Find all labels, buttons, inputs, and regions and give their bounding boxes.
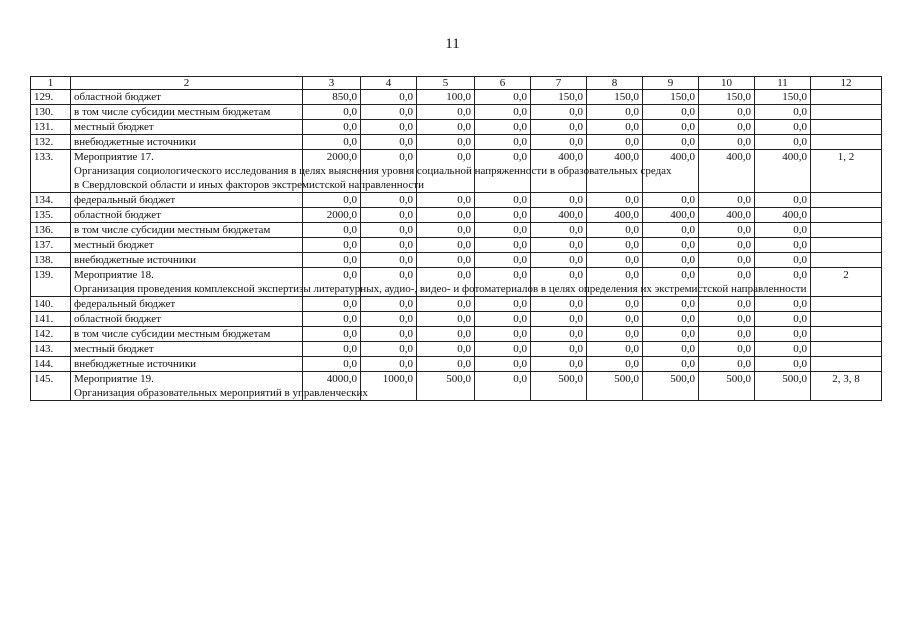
value-cell: 0,0: [643, 238, 699, 253]
value-cell: 0,0: [417, 253, 475, 268]
value-cell: 0,0: [755, 268, 811, 297]
table-row: [31, 342, 882, 357]
reference-cell: [811, 238, 882, 253]
value-cell: 0,0: [587, 268, 643, 297]
value-cell: 0,0: [417, 312, 475, 327]
row-number-cell: 144.: [31, 357, 71, 372]
value-cell: 0,0: [361, 238, 417, 253]
value-cell: 0,0: [303, 342, 361, 357]
row-name-cell: внебюджетные источники: [71, 357, 303, 372]
table-row: [31, 150, 882, 193]
value-cell: 500,0: [755, 372, 811, 401]
value-cell: 0,0: [417, 193, 475, 208]
value-cell: 0,0: [361, 105, 417, 120]
value-cell: 0,0: [475, 342, 531, 357]
row-name-cell: внебюджетные источники: [71, 135, 303, 150]
value-cell: 150,0: [587, 90, 643, 105]
value-cell: 2000,0: [303, 150, 361, 193]
value-cell: 0,0: [587, 312, 643, 327]
value-cell: 0,0: [699, 342, 755, 357]
value-cell: 0,0: [531, 105, 587, 120]
value-cell: 0,0: [699, 223, 755, 238]
value-cell: 0,0: [587, 297, 643, 312]
header-cell: 5: [417, 77, 475, 90]
row-name-cell: областной бюджет: [71, 208, 303, 223]
row-number-cell: 139.: [31, 268, 71, 297]
value-cell: 0,0: [475, 105, 531, 120]
value-cell: 0,0: [587, 253, 643, 268]
value-cell: 400,0: [531, 208, 587, 223]
value-cell: 0,0: [475, 135, 531, 150]
value-cell: 0,0: [643, 342, 699, 357]
value-cell: 0,0: [699, 327, 755, 342]
value-cell: 0,0: [531, 238, 587, 253]
row-name-cell: в том числе субсидии местным бюджетам: [71, 327, 303, 342]
value-cell: 0,0: [531, 357, 587, 372]
value-cell: 0,0: [531, 120, 587, 135]
value-cell: 0,0: [475, 372, 531, 401]
value-cell: 0,0: [303, 238, 361, 253]
value-cell: 0,0: [475, 297, 531, 312]
value-cell: 500,0: [531, 372, 587, 401]
value-cell: 4000,0: [303, 372, 361, 401]
value-cell: 0,0: [361, 253, 417, 268]
row-number-cell: 130.: [31, 105, 71, 120]
value-cell: 0,0: [755, 327, 811, 342]
value-cell: 0,0: [755, 120, 811, 135]
value-cell: 400,0: [587, 208, 643, 223]
value-cell: 0,0: [417, 105, 475, 120]
budget-table: [30, 76, 882, 401]
value-cell: 0,0: [755, 357, 811, 372]
header-cell: 3: [303, 77, 361, 90]
header-cell: 8: [587, 77, 643, 90]
value-cell: 0,0: [475, 150, 531, 193]
row-number-cell: 140.: [31, 297, 71, 312]
value-cell: 150,0: [755, 90, 811, 105]
reference-cell: [811, 327, 882, 342]
value-cell: 0,0: [475, 223, 531, 238]
row-name-cell: федеральный бюджет: [71, 297, 303, 312]
value-cell: 0,0: [755, 238, 811, 253]
value-cell: 0,0: [755, 105, 811, 120]
value-cell: 0,0: [587, 193, 643, 208]
reference-cell: 2: [811, 268, 882, 297]
value-cell: 0,0: [755, 223, 811, 238]
value-cell: 500,0: [699, 372, 755, 401]
reference-cell: [811, 90, 882, 105]
table-row: [31, 327, 882, 342]
row-number-cell: 132.: [31, 135, 71, 150]
row-number-cell: 137.: [31, 238, 71, 253]
header-cell: 10: [699, 77, 755, 90]
value-cell: 0,0: [699, 357, 755, 372]
value-cell: 0,0: [361, 208, 417, 223]
value-cell: 400,0: [699, 208, 755, 223]
value-cell: 0,0: [417, 268, 475, 297]
reference-cell: 2, 3, 8: [811, 372, 882, 401]
value-cell: 0,0: [361, 297, 417, 312]
value-cell: 0,0: [587, 223, 643, 238]
table-row: [31, 105, 882, 120]
value-cell: 0,0: [303, 357, 361, 372]
value-cell: 0,0: [643, 357, 699, 372]
row-name-cell: Мероприятие 19. Организация образовательных мероприятий в управленческих: [71, 372, 303, 401]
header-cell: 6: [475, 77, 531, 90]
row-number-cell: 131.: [31, 120, 71, 135]
value-cell: 0,0: [361, 223, 417, 238]
row-name-cell: внебюджетные источники: [71, 253, 303, 268]
reference-cell: [811, 120, 882, 135]
value-cell: 0,0: [475, 193, 531, 208]
value-cell: 400,0: [643, 150, 699, 193]
value-cell: 0,0: [475, 120, 531, 135]
value-cell: 0,0: [643, 268, 699, 297]
value-cell: 0,0: [643, 135, 699, 150]
row-number-cell: 141.: [31, 312, 71, 327]
value-cell: 0,0: [755, 297, 811, 312]
value-cell: 0,0: [361, 120, 417, 135]
value-cell: 0,0: [361, 357, 417, 372]
table-row: [31, 193, 882, 208]
row-name-cell: в том числе субсидии местным бюджетам: [71, 105, 303, 120]
value-cell: 0,0: [303, 120, 361, 135]
value-cell: 0,0: [361, 135, 417, 150]
value-cell: 0,0: [699, 268, 755, 297]
value-cell: 0,0: [417, 135, 475, 150]
header-cell: 7: [531, 77, 587, 90]
value-cell: 0,0: [531, 297, 587, 312]
value-cell: 100,0: [417, 90, 475, 105]
table-row: [31, 268, 882, 297]
value-cell: 0,0: [417, 208, 475, 223]
value-cell: 0,0: [475, 327, 531, 342]
value-cell: 0,0: [303, 223, 361, 238]
header-cell: 2: [71, 77, 303, 90]
table-row: [31, 253, 882, 268]
value-cell: 2000,0: [303, 208, 361, 223]
value-cell: 0,0: [475, 238, 531, 253]
value-cell: 0,0: [303, 135, 361, 150]
table-row: [31, 297, 882, 312]
reference-cell: [811, 357, 882, 372]
header-cell: 12: [811, 77, 882, 90]
value-cell: 0,0: [699, 135, 755, 150]
page-number: 11: [445, 36, 460, 52]
value-cell: 0,0: [755, 312, 811, 327]
value-cell: 0,0: [643, 120, 699, 135]
value-cell: 0,0: [531, 342, 587, 357]
header-cell: 4: [361, 77, 417, 90]
value-cell: 0,0: [531, 268, 587, 297]
value-cell: 0,0: [361, 268, 417, 297]
value-cell: 500,0: [417, 372, 475, 401]
header-row: [31, 77, 882, 90]
reference-cell: [811, 297, 882, 312]
value-cell: 0,0: [475, 253, 531, 268]
row-number-cell: 136.: [31, 223, 71, 238]
value-cell: 0,0: [417, 120, 475, 135]
value-cell: 0,0: [531, 223, 587, 238]
value-cell: 0,0: [475, 90, 531, 105]
row-name-cell: местный бюджет: [71, 238, 303, 253]
value-cell: 0,0: [643, 297, 699, 312]
header-cell: 9: [643, 77, 699, 90]
value-cell: 0,0: [361, 150, 417, 193]
value-cell: 400,0: [643, 208, 699, 223]
value-cell: 0,0: [587, 135, 643, 150]
table-row: [31, 238, 882, 253]
row-name-cell: Мероприятие 18. Организация проведения комплексной экспертизы литературных, аудио-, видео- и фотоматериалов в целях определения их экстремистской направленности: [71, 268, 303, 297]
value-cell: 400,0: [531, 150, 587, 193]
value-cell: 0,0: [531, 253, 587, 268]
value-cell: 0,0: [417, 238, 475, 253]
value-cell: 0,0: [303, 268, 361, 297]
value-cell: 400,0: [699, 150, 755, 193]
value-cell: 850,0: [303, 90, 361, 105]
value-cell: 0,0: [699, 253, 755, 268]
value-cell: 0,0: [303, 312, 361, 327]
value-cell: 0,0: [755, 135, 811, 150]
table-row: [31, 312, 882, 327]
value-cell: 0,0: [303, 253, 361, 268]
value-cell: 0,0: [361, 312, 417, 327]
row-name-cell: Мероприятие 17. Организация социологического исследования в целях выяснения уровня социальной напряженности в образовательных средах в Свердловской области и иных факторов экстремистской направленности: [71, 150, 303, 193]
reference-cell: [811, 312, 882, 327]
value-cell: 0,0: [699, 297, 755, 312]
row-name-cell: областной бюджет: [71, 90, 303, 105]
value-cell: 150,0: [699, 90, 755, 105]
value-cell: 0,0: [361, 90, 417, 105]
value-cell: 150,0: [531, 90, 587, 105]
value-cell: 0,0: [531, 135, 587, 150]
reference-cell: [811, 193, 882, 208]
value-cell: 0,0: [475, 357, 531, 372]
value-cell: 0,0: [475, 268, 531, 297]
value-cell: 0,0: [531, 312, 587, 327]
value-cell: 0,0: [587, 342, 643, 357]
value-cell: 0,0: [417, 342, 475, 357]
reference-cell: 1, 2: [811, 150, 882, 193]
value-cell: 0,0: [531, 193, 587, 208]
value-cell: 0,0: [643, 312, 699, 327]
value-cell: 0,0: [643, 105, 699, 120]
table-body: [31, 90, 882, 401]
value-cell: 0,0: [587, 327, 643, 342]
value-cell: 0,0: [303, 105, 361, 120]
value-cell: 0,0: [699, 120, 755, 135]
value-cell: 0,0: [643, 253, 699, 268]
value-cell: 400,0: [755, 150, 811, 193]
reference-cell: [811, 253, 882, 268]
row-name-cell: областной бюджет: [71, 312, 303, 327]
value-cell: 0,0: [699, 312, 755, 327]
reference-cell: [811, 105, 882, 120]
reference-cell: [811, 135, 882, 150]
value-cell: 0,0: [475, 312, 531, 327]
value-cell: 0,0: [475, 208, 531, 223]
row-number-cell: 138.: [31, 253, 71, 268]
value-cell: 0,0: [361, 193, 417, 208]
table-row: [31, 223, 882, 238]
table-row: [31, 208, 882, 223]
value-cell: 400,0: [755, 208, 811, 223]
value-cell: 0,0: [587, 357, 643, 372]
value-cell: 0,0: [303, 193, 361, 208]
header-cell: 1: [31, 77, 71, 90]
value-cell: 1000,0: [361, 372, 417, 401]
value-cell: 0,0: [587, 105, 643, 120]
header-cell: 11: [755, 77, 811, 90]
row-name-cell: местный бюджет: [71, 120, 303, 135]
value-cell: 0,0: [531, 327, 587, 342]
row-name-cell: местный бюджет: [71, 342, 303, 357]
table-row: [31, 372, 882, 401]
table-row: [31, 90, 882, 105]
value-cell: 0,0: [417, 327, 475, 342]
value-cell: 0,0: [361, 342, 417, 357]
table-row: [31, 135, 882, 150]
table-row: [31, 120, 882, 135]
value-cell: 0,0: [417, 223, 475, 238]
row-number-cell: 143.: [31, 342, 71, 357]
value-cell: 500,0: [643, 372, 699, 401]
row-name-cell: в том числе субсидии местным бюджетам: [71, 223, 303, 238]
value-cell: 0,0: [587, 238, 643, 253]
value-cell: 0,0: [643, 193, 699, 208]
row-number-cell: 135.: [31, 208, 71, 223]
row-number-cell: 134.: [31, 193, 71, 208]
reference-cell: [811, 223, 882, 238]
value-cell: 0,0: [587, 120, 643, 135]
row-name-cell: федеральный бюджет: [71, 193, 303, 208]
value-cell: 0,0: [643, 223, 699, 238]
value-cell: 0,0: [417, 357, 475, 372]
value-cell: 0,0: [755, 193, 811, 208]
value-cell: 0,0: [755, 253, 811, 268]
value-cell: 0,0: [755, 342, 811, 357]
row-number-cell: 145.: [31, 372, 71, 401]
value-cell: 400,0: [587, 150, 643, 193]
value-cell: 0,0: [417, 150, 475, 193]
value-cell: 0,0: [303, 297, 361, 312]
value-cell: 150,0: [643, 90, 699, 105]
row-number-cell: 142.: [31, 327, 71, 342]
value-cell: 0,0: [361, 327, 417, 342]
value-cell: 0,0: [417, 297, 475, 312]
value-cell: 0,0: [699, 105, 755, 120]
reference-cell: [811, 342, 882, 357]
row-number-cell: 129.: [31, 90, 71, 105]
value-cell: 0,0: [699, 238, 755, 253]
value-cell: 500,0: [587, 372, 643, 401]
value-cell: 0,0: [643, 327, 699, 342]
value-cell: 0,0: [699, 193, 755, 208]
value-cell: 0,0: [303, 327, 361, 342]
row-number-cell: 133.: [31, 150, 71, 193]
table-row: [31, 357, 882, 372]
reference-cell: [811, 208, 882, 223]
